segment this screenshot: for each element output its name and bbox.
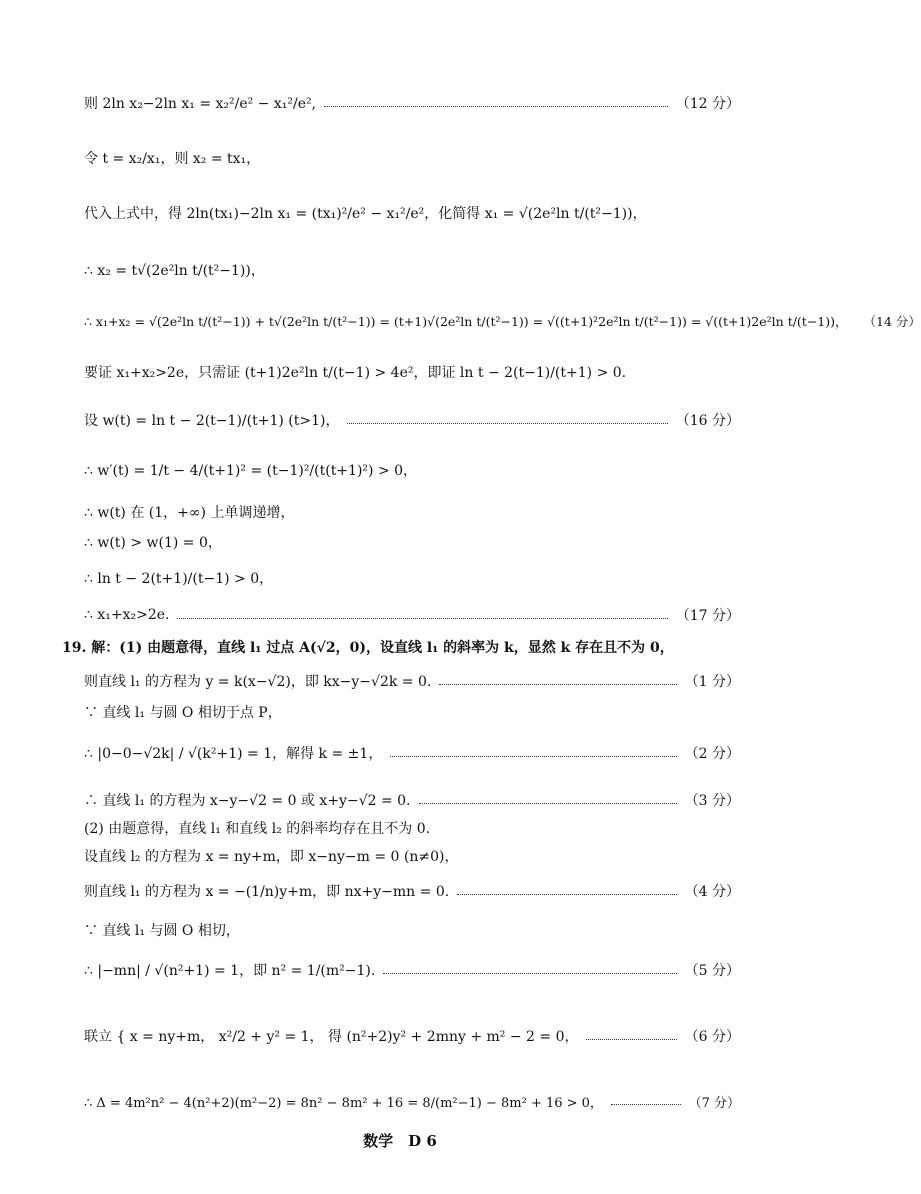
- leader-dots: [347, 423, 667, 424]
- score-label: （12 分）: [675, 96, 740, 112]
- line-21: [84, 920, 740, 940]
- line-8: [84, 460, 740, 480]
- line-15: [84, 702, 740, 722]
- line-text: ∴ w′(t) = 1/t − 4/(t+1)² = (t−1)²/(t(t+1)²) > 0，: [84, 463, 418, 479]
- line-text: ∴ w(t) > w(1) = 0，: [84, 535, 222, 551]
- leader-dots: [457, 894, 676, 895]
- line-text: ∴ Δ = 4m²n² − 4(n²+2)(m²−2) = 8n² − 8m² + 16 = 8/(m²−1) − 8m² + 16 > 0，: [84, 1096, 603, 1111]
- line-text: 设 w(t) = ln t − 2(t−1)/(t+1) (t>1)，: [84, 413, 340, 429]
- line-17: [84, 790, 740, 810]
- line-7: [84, 410, 740, 430]
- line-6: [84, 362, 740, 382]
- line-11: [84, 568, 740, 588]
- line-14: [84, 671, 740, 691]
- score-label: （14 分）: [863, 314, 921, 329]
- line-text: ∴ ln t − 2(t+1)/(t−1) > 0，: [84, 571, 274, 587]
- line-4: [84, 260, 740, 280]
- leader-dots: [383, 973, 676, 974]
- line-text: 则直线 l₁ 的方程为 y = k(x−√2)，即 kx−y−√2k = 0.: [84, 674, 432, 690]
- line-text: 则 2ln x₂−2ln x₁ = x₂²/e² − x₁²/e²,: [84, 96, 317, 112]
- leader-dots: [177, 618, 667, 619]
- score-label: （4 分）: [684, 884, 740, 900]
- leader-dots: [419, 803, 677, 804]
- line-10: [84, 532, 740, 552]
- leader-dots: [324, 106, 668, 107]
- line-16: [84, 743, 740, 763]
- line-20: [84, 881, 740, 901]
- page-footer: 数学 D 6: [363, 1132, 437, 1150]
- line-text: 代入上式中，得 2ln(tx₁)−2ln x₁ = (tx₁)²/e² − x₁²/e²，化简得 x₁ = √(2e²ln t/(t²−1))，: [84, 206, 647, 222]
- score-label: （2 分）: [684, 746, 740, 762]
- line-text: ∵ 直线 l₁ 与圆 O 相切，: [84, 923, 240, 939]
- score-label: （3 分）: [684, 793, 740, 809]
- line-5: [84, 312, 921, 330]
- line-19: [84, 846, 740, 866]
- score-label: （17 分）: [675, 608, 740, 624]
- line-text: 要证 x₁+x₂>2e，只需证 (t+1)2e²ln t/(t−1) > 4e²，即证 ln t − 2(t−1)/(t+1) > 0.: [84, 365, 627, 381]
- line-text: (2) 由题意得，直线 l₁ 和直线 l₂ 的斜率均存在且不为 0.: [84, 821, 431, 837]
- line-22: [84, 960, 740, 980]
- leader-dots: [586, 1039, 676, 1040]
- line-text: ∴ |0−0−√2k| / √(k²+1) = 1，解得 k = ±1，: [84, 746, 383, 762]
- line-text: ∴ w(t) 在 (1，+∞) 上单调递增，: [84, 505, 295, 521]
- line-9: [84, 502, 740, 522]
- line-18: [84, 818, 740, 838]
- line-2: [84, 148, 740, 168]
- line-23: [84, 1026, 740, 1046]
- line-13-question-19: [62, 637, 740, 657]
- score-label: （5 分）: [684, 963, 740, 979]
- score-label: （1 分）: [684, 674, 740, 690]
- line-text: ∴ 直线 l₁ 的方程为 x−y−√2 = 0 或 x+y−√2 = 0.: [84, 793, 411, 809]
- line-3: [84, 203, 740, 223]
- line-text: ∴ x₂ = t√(2e²ln t/(t²−1))，: [84, 263, 265, 279]
- line-1: [84, 93, 740, 113]
- line-text: ∴ x₁+x₂ = √(2e²ln t/(t²−1)) + t√(2e²ln t/(t²−1)) = (t+1)√(2e²ln t/(t²−1)) = √((t+1)²2e²ln t/(t²−1)) = √((t+1)2e²ln t/(t−1))，: [84, 314, 848, 329]
- line-text: ∵ 直线 l₁ 与圆 O 相切于点 P，: [84, 705, 282, 721]
- line-text: 19. 解：(1) 由题意得，直线 l₁ 过点 A(√2，0)，设直线 l₁ 的斜率为 k，显然 k 存在且不为 0，: [62, 640, 674, 656]
- leader-dots: [439, 684, 676, 685]
- line-text: 联立 { x = ny+m， x²/2 + y² = 1， 得 (n²+2)y² + 2mny + m² − 2 = 0，: [84, 1029, 579, 1045]
- leader-dots: [390, 756, 676, 757]
- line-text: ∴ |−mn| / √(n²+1) = 1，即 n² = 1/(m²−1).: [84, 963, 376, 979]
- score-label: （16 分）: [675, 413, 740, 429]
- score-label: （7 分）: [688, 1096, 740, 1111]
- leader-dots: [611, 1104, 681, 1105]
- line-24: [84, 1092, 740, 1111]
- line-text: 令 t = x₂/x₁，则 x₂ = tx₁，: [84, 151, 261, 167]
- line-text: 则直线 l₁ 的方程为 x = −(1/n)y+m，即 nx+y−mn = 0.: [84, 884, 450, 900]
- score-label: （6 分）: [684, 1029, 740, 1045]
- line-12: [84, 605, 740, 625]
- line-text: ∴ x₁+x₂>2e.: [84, 607, 170, 623]
- line-text: 设直线 l₂ 的方程为 x = ny+m，即 x−ny−m = 0 (n≠0)，: [84, 849, 459, 865]
